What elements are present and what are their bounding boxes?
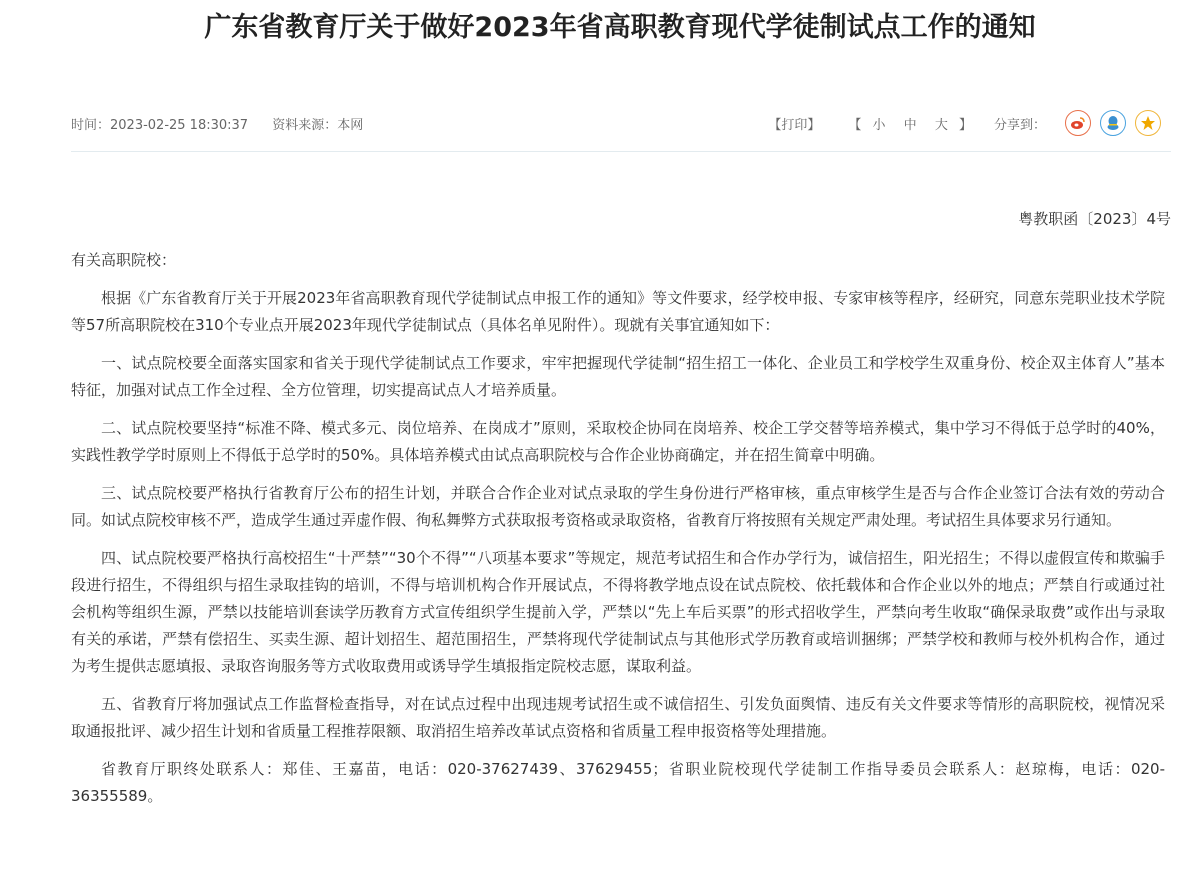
- weibo-icon: [1070, 116, 1086, 130]
- article-meta-bar: [71, 108, 1171, 138]
- font-size-switcher: [848, 114, 972, 133]
- font-size-large-button[interactable]: 大: [934, 117, 948, 133]
- article-tools: [768, 108, 1161, 138]
- document-number: 粤教职函〔2023〕4号: [1018, 210, 1171, 228]
- paragraph-item-2: 二、试点院校要坚持“标准不降、模式多元、岗位培养、在岗成才”原则，采取校企协同在岗培养、校企工学交替等培养模式，集中学习不得低于总学时的40%，实践性教学学时原则上不得低于总学时的50%。具体培养模式由试点高职院校与合作企业协商确定，并在招生简章中明确。: [71, 419, 1165, 464]
- font-size-medium-button[interactable]: 中: [903, 117, 917, 133]
- share-weibo-button[interactable]: [1065, 110, 1091, 136]
- paragraph-intro: 根据《广东省教育厅关于开展2023年省高职教育现代学徒制试点申报工作的通知》等文件要求，经学校申报、专家审核等程序，经研究，同意东莞职业技术学院等57所高职院校在310个专业点开展2023年现代学徒制试点（具体名单见附件）。现就有关事宜通知如下：: [71, 289, 1165, 334]
- header-divider: [71, 151, 1171, 152]
- page-title: 广东省教育厅关于做好2023年省高职教育现代学徒制试点工作的通知: [204, 12, 1036, 43]
- qzone-icon: [1140, 115, 1156, 131]
- paragraph-item-1: 一、试点院校要全面落实国家和省关于现代学徒制试点工作要求，牢牢把握现代学徒制“招生招工一体化、企业员工和学校学生双重身份、校企双主体育人”基本特征，加强对试点工作全过程、全方位管理，切实提高试点人才培养质量。: [71, 354, 1165, 399]
- paragraph-item-3: 三、试点院校要严格执行省教育厅公布的招生计划，并联合合作企业对试点录取的学生身份进行严格审核，重点审核学生是否与合作企业签订合法有效的劳动合同。如试点院校审核不严，造成学生通过弄虚作假、徇私舞弊方式获取报考资格或录取资格，省教育厅将按照有关规定严肃处理。考试招生具体要求另行通知。: [71, 484, 1165, 529]
- salutation: 有关高职院校：: [71, 251, 177, 269]
- font-size-bracket-open: 【: [848, 117, 862, 133]
- paragraph-contacts: 省教育厅职终处联系人：郑佳、王嘉苗，电话：020-37627439、37629455；省职业院校现代学徒制工作指导委员会联系人：赵琼梅，电话：020-36355589。: [71, 760, 1165, 805]
- article-body: [71, 285, 1165, 821]
- article-meta-info: [71, 114, 383, 133]
- paragraph-item-5: 五、省教育厅将加强试点工作监督检查指导，对在试点过程中出现违规考试招生或不诚信招生、引发负面舆情、违反有关文件要求等情形的高职院校，视情况采取通报批评、减少招生计划和省质量工程推荐限额、取消招生培养改革试点资格和省质量工程申报资格等处理措施。: [71, 695, 1165, 740]
- share-qq-button[interactable]: [1100, 110, 1126, 136]
- share-label: 分享到：: [993, 117, 1046, 133]
- publish-time: 时间：2023-02-25 18:30:37: [71, 118, 249, 133]
- share-qzone-button[interactable]: [1135, 110, 1161, 136]
- qq-icon: [1106, 115, 1120, 131]
- paragraph-item-4: 四、试点院校要严格执行高校招生“十严禁”“30个不得”“八项基本要求”等规定，规范考试招生和合作办学行为，诚信招生，阳光招生；不得以虚假宣传和欺骗手段进行招生，不得组织与招生录取挂钩的培训，不得与培训机构合作开展试点，不得将教学地点设在试点院校、依托载体和合作企业以外的地点；严禁自行或通过社会机构等组织生源，严禁以技能培训套读学历教育方式宣传组织学生提前入学，严禁以“先上车后买票”的形式招收学生，严禁向考生收取“确保录取费”或作出与录取有关的承诺，严禁有偿招生、买卖生源、超计划招生、超范围招生，严禁将现代学徒制试点与其他形式学历教育或培训捆绑；严禁学校和教师与校外机构合作，通过为考生提供志愿填报、录取咨询服务等方式收取费用或诱导学生填报指定院校志愿，谋取利益。: [71, 549, 1165, 675]
- font-size-small-button[interactable]: 小: [872, 117, 886, 133]
- print-button[interactable]: 【打印】: [768, 117, 821, 133]
- font-size-bracket-close: 】: [958, 117, 972, 133]
- article-source: 资料来源：本网: [272, 118, 364, 133]
